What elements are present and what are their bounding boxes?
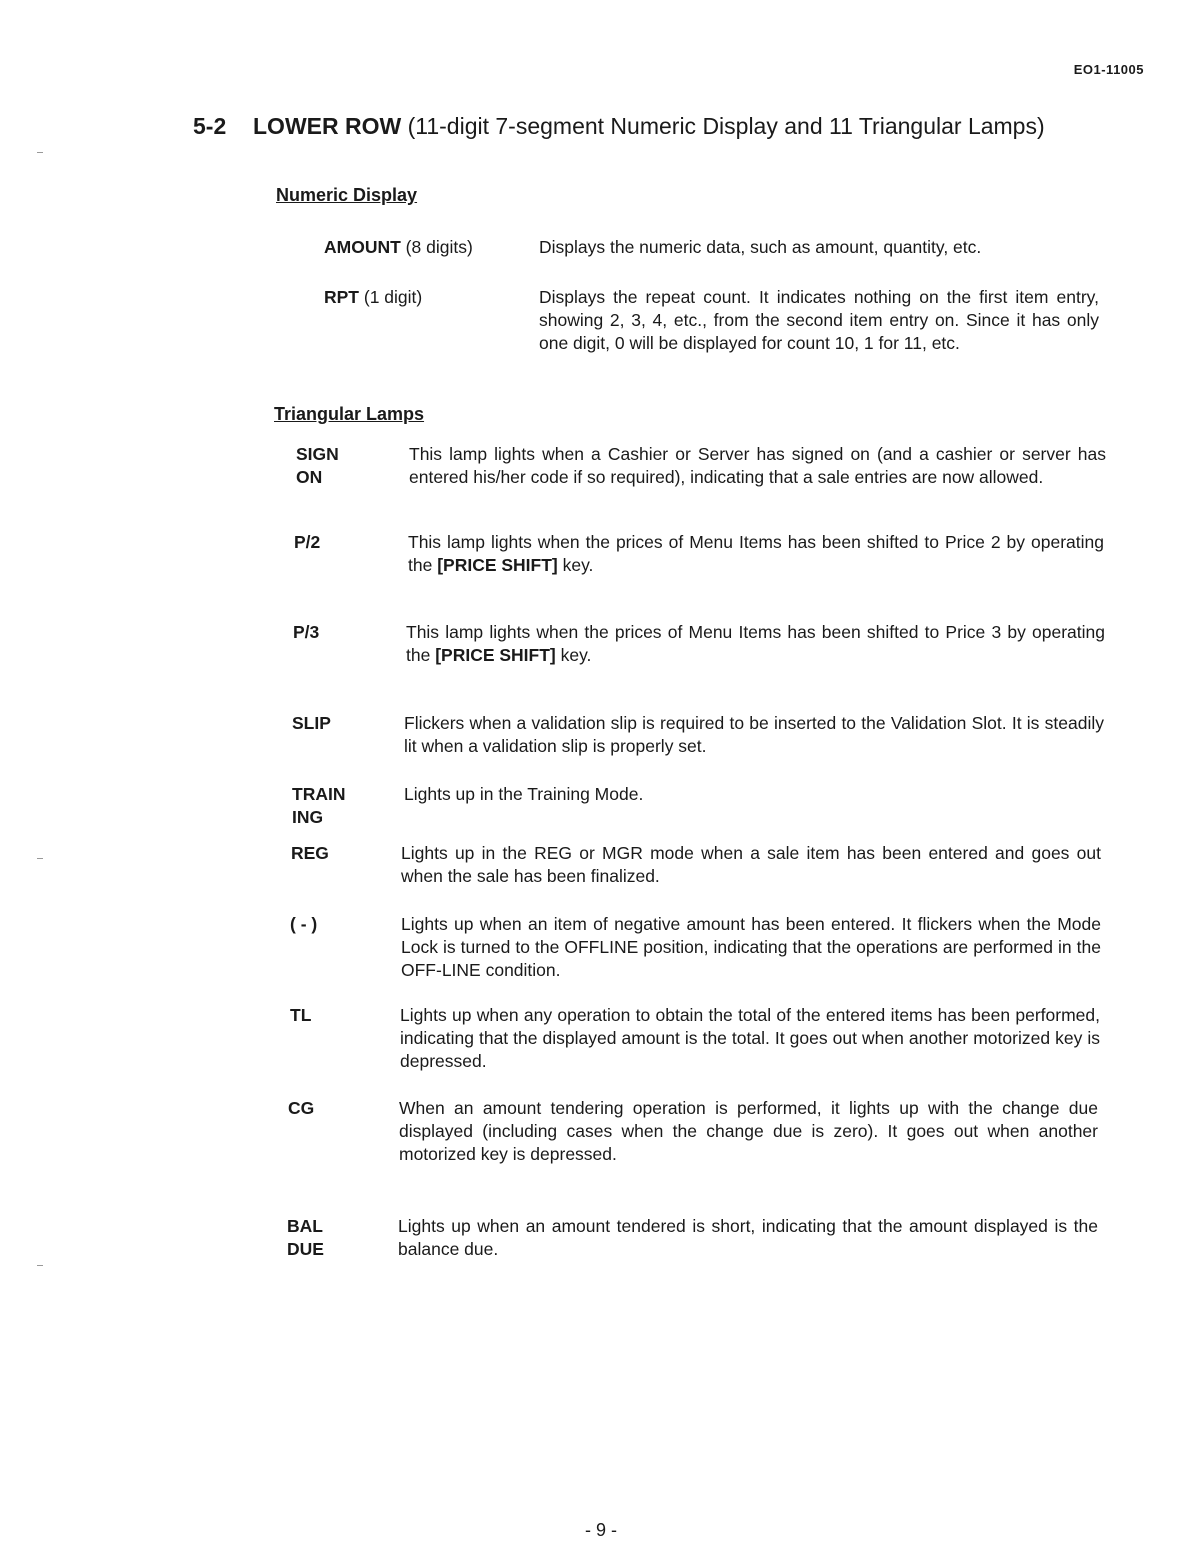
section-number: 5-2 — [193, 113, 227, 139]
numeric-item-detail: (1 digit) — [363, 287, 423, 307]
numeric-item-name: RPT — [324, 287, 359, 307]
numeric-item-desc: Displays the numeric data, such as amount, quantity, etc. — [539, 237, 982, 257]
price-shift-key: [PRICE SHIFT] — [435, 645, 556, 665]
numeric-display-heading: Numeric Display — [276, 185, 418, 205]
lamp-label: TRAIN ING — [292, 784, 346, 827]
lamp-desc: Flickers when a validation slip is required to be inserted to the Validation Slot. It is steadily lit when a validation slip is properly set. — [404, 713, 1104, 756]
lamp-label: ( - ) — [290, 914, 318, 934]
lamp-label: CG — [288, 1098, 315, 1118]
scan-mark — [37, 858, 43, 859]
section-heading — [193, 113, 1103, 139]
lamp-desc: Lights up when any operation to obtain the total of the entered items has been performed, indicating that the displayed amount is the total. It goes out when another motorized key is depressed. — [400, 1005, 1100, 1071]
lamp-label: P/2 — [294, 532, 321, 552]
lamp-label: SIGN ON — [296, 444, 339, 487]
lamp-label: P/3 — [293, 622, 320, 642]
lamp-desc: This lamp lights when the prices of Menu Items has been shifted to Price 2 by operating the [PRICE SHIFT] key. — [408, 532, 1104, 575]
numeric-item-label — [324, 236, 539, 259]
lamp-desc: This lamp lights when a Cashier or Server has signed on (and a cashier or server has entered his/her code if so required), indicating that a sale entries are now allowed. — [409, 444, 1106, 487]
lamp-desc: Lights up in the Training Mode. — [404, 784, 644, 804]
lamp-desc: When an amount tendering operation is performed, it lights up with the change due displayed (including cases when the change due is zero). It goes out when another motorized key is depressed. — [399, 1098, 1098, 1164]
scan-mark — [37, 1265, 43, 1266]
triangular-lamps-heading: Triangular Lamps — [274, 404, 425, 424]
document-id: EO1-11005 — [1073, 62, 1144, 77]
lamp-desc: This lamp lights when the prices of Menu Items has been shifted to Price 3 by operating the [PRICE SHIFT] key. — [406, 622, 1105, 665]
section-title-bold: LOWER ROW — [253, 113, 402, 139]
numeric-item-detail: (8 digits) — [405, 237, 473, 257]
lamp-label: TL — [290, 1005, 312, 1025]
section-title — [253, 113, 1103, 139]
scan-mark — [37, 152, 43, 153]
lamp-desc: Lights up when an amount tendered is short, indicating that the amount displayed is the balance due. — [398, 1216, 1098, 1259]
page-number: - 9 - — [584, 1520, 617, 1540]
lamp-desc: Lights up in the REG or MGR mode when a sale item has been entered and goes out when the sale has been finalized. — [401, 843, 1101, 886]
numeric-item-desc: Displays the repeat count. It indicates nothing on the first item entry, showing 2, 3, 4, etc., from the second item entry on. Since it has only one digit, 0 will be displayed for count 10, 1 for 11, etc. — [539, 287, 1099, 353]
numeric-item-label — [324, 286, 539, 309]
lamp-desc: Lights up when an item of negative amount has been entered. It flickers when the Mode Lock is turned to the OFFLINE position, indicating that the operations are performed in the OFF-LINE condition. — [401, 914, 1101, 980]
lamp-label: REG — [291, 843, 329, 863]
numeric-item-name: AMOUNT — [324, 237, 401, 257]
price-shift-key: [PRICE SHIFT] — [437, 555, 558, 575]
section-title-rest: (11-digit 7-segment Numeric Display and 11 Triangular Lamps) — [407, 113, 1045, 139]
lamp-label: SLIP — [292, 713, 331, 733]
lamp-label: BAL DUE — [287, 1216, 324, 1259]
